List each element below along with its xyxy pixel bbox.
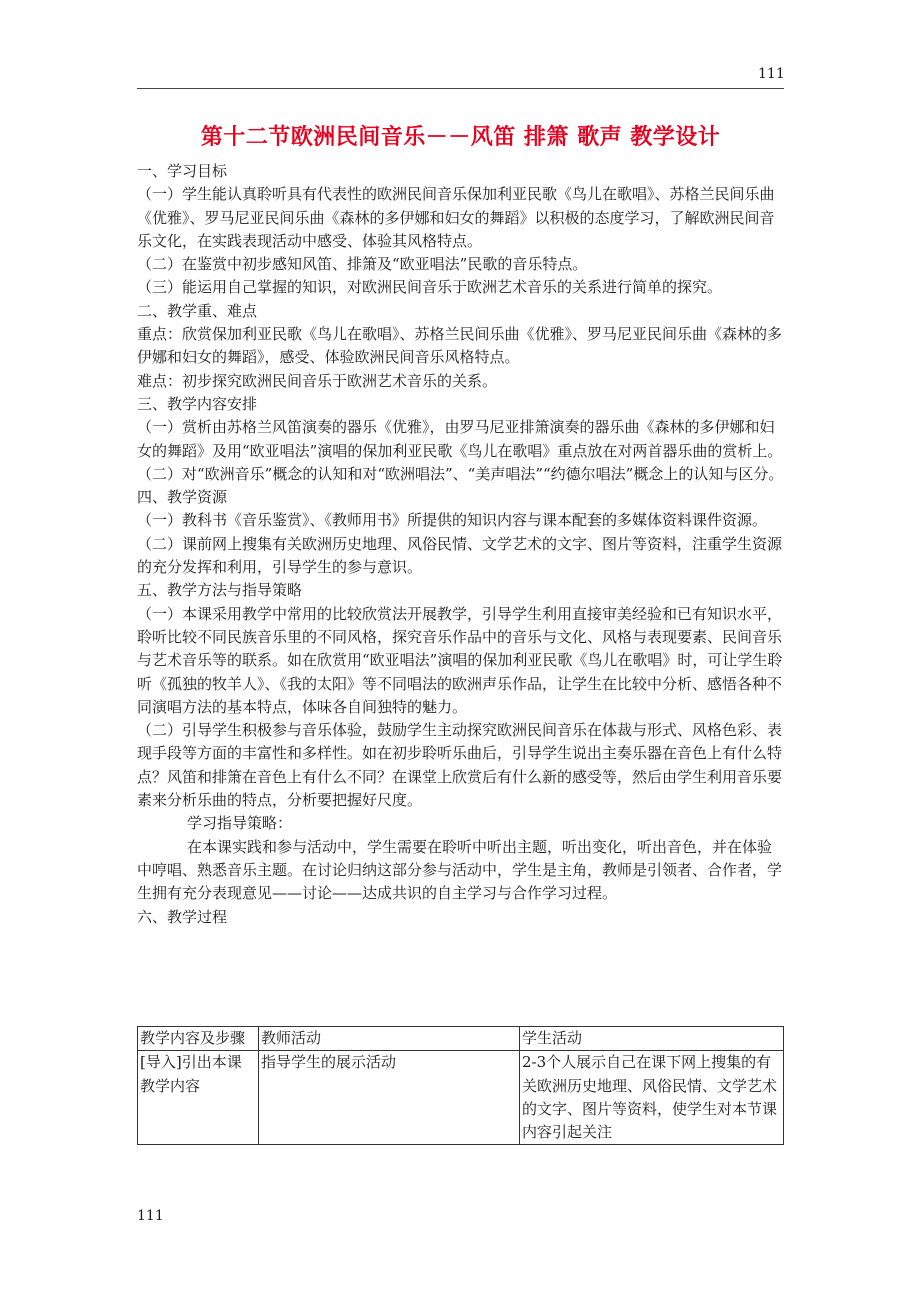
paragraph-method-1: （一）本课采用教学中常用的比较欣赏法开展教学，引导学生利用直接审美经验和已有知识水平，聆听比较不同民族音乐里的不同风格，探究音乐作品中的音乐与文化、风格与表现要素、民间音乐与艺术音乐等的联系。如在欣赏用“欧亚唱法”演唱的保加利亚民歌《鸟儿在歌唱》时，可让学生聆听《孤独的牧羊人》、《我的太阳》等不同唱法的欧洲声乐作品，让学生在比较中分析、感悟各种不同演唱方法的基本特点，体味各自间独特的魅力。 (137, 604, 783, 716)
table-header-cell: 教师活动 (259, 1027, 520, 1051)
section-heading-2: 二、教学重、难点 (137, 301, 258, 320)
table-cell: [导入]引出本课教学内容 (138, 1051, 259, 1145)
table-cell: 2-3个人展示自己在课下网上搜集的有关欧洲历史地理、风俗民情、文学艺术的文字、图片等资料，使学生对本节课内容引起关注 (520, 1051, 784, 1145)
section-heading-5: 五、教学方法与指导策略 (137, 581, 303, 600)
header-page-number: 111 (758, 66, 785, 82)
paragraph-key-point: 重点：欣赏保加利亚民歌《鸟儿在歌唱》、苏格兰民间乐曲《优雅》、罗马尼亚民间乐曲《森林的多伊娜和妇女的舞蹈》，感受、体验欧洲民间音乐风格特点。 (137, 325, 783, 367)
table-header-cell: 学生活动 (520, 1027, 784, 1051)
section-heading-1: 一、学习目标 (137, 162, 228, 180)
table-header-row (138, 1027, 784, 1051)
paragraph-content-2: （二）对“欧洲音乐”概念的认知和对“欧洲唱法”、“美声唱法”“约德尔唱法”概念上的认知与区分。 (137, 464, 784, 483)
paragraph-resource-1: （一）教科书《音乐鉴赏》、《教师用书》所提供的知识内容与课本配套的多媒体资料课件资源。 (137, 511, 768, 530)
section-heading-3: 三、教学内容安排 (137, 394, 258, 413)
paragraph-objective-1: （一）学生能认真聆听具有代表性的欧洲民间音乐保加利亚民歌《鸟儿在歌唱》、苏格兰民间乐曲《优雅》、罗马尼亚民间乐曲《森林的多伊娜和妇女的舞蹈》以积极的态度学习，了解欧洲民间音乐文化，在实践表现活动中感受、体验其风格特点。 (137, 185, 775, 250)
table-row (138, 1051, 784, 1145)
table-header-cell: 教学内容及步骤 (138, 1027, 259, 1051)
teaching-process-table (137, 1026, 784, 1145)
paragraph-difficulty: 难点：初步探究欧洲民间音乐于欧洲艺术音乐的关系。 (137, 371, 498, 390)
paragraph-strategy: 在本课实践和参与活动中，学生需要在聆听中听出主题，听出变化，听出音色，并在体验中哼唱、熟悉音乐主题。在讨论归纳这部分参与活动中，学生是主角，教师是引领者、合作者，学生拥有充分表现意见——讨论——达成共识的自主学习与合作学习过程。 (137, 837, 783, 903)
paragraph-objective-2: （二）在鉴赏中初步感知风笛、排箫及“欧亚唱法”民歌的音乐特点。 (137, 255, 588, 274)
paragraph-objective-3: （三）能运用自己掌握的知识，对欧洲民间音乐于欧洲艺术音乐的关系进行简单的探究。 (137, 278, 723, 297)
paragraph-resource-2: （二）课前网上搜集有关欧洲历史地理、风俗民情、文学艺术的文字、图片等资料，注重学生资源的充分发挥和利用，引导学生的参与意识。 (137, 534, 783, 577)
section-heading-4: 四、教学资源 (137, 488, 228, 507)
paragraph-content-1: （一）赏析由苏格兰风笛演奏的器乐《优雅》，由罗马尼亚排箫演奏的器乐曲《森林的多伊娜和妇女的舞蹈》及用“欧亚唱法”演唱的保加利亚民歌《鸟儿在歌唱》重点放在对两首器乐曲的赏析上。 (137, 418, 783, 460)
subheading-strategy: 学习指导策略： (187, 814, 293, 833)
table-cell: 指导学生的展示活动 (259, 1051, 520, 1145)
footer-page-number: 111 (137, 1208, 164, 1224)
header-rule (137, 88, 784, 89)
document-body (137, 160, 784, 929)
document-title: 第十二节欧洲民间音乐－－风笛 排箫 歌声 教学设计 (200, 124, 721, 150)
paragraph-method-2: （二）引导学生积极参与音乐体验，鼓励学生主动探究欧洲民间音乐在体裁与形式、风格色彩、表现手段等方面的丰富性和多样性。如在初步聆听乐曲后，引导学生说出主奏乐器在音色上有什么特点？风笛和排箫在音色上有什么不同？在课堂上欣赏后有什么新的感受等，然后由学生利用音乐要素来分析乐曲的特点，分析要把握好尺度。 (137, 721, 783, 810)
section-heading-6: 六、教学过程 (137, 907, 228, 926)
